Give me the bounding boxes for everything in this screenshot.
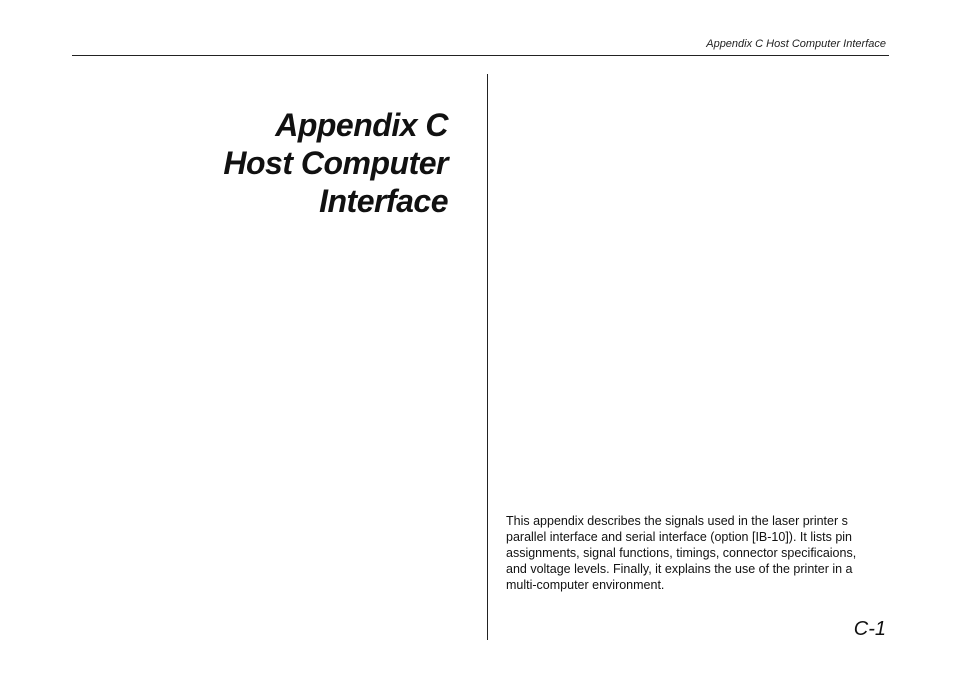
running-header: Appendix C Host Computer Interface <box>706 38 886 50</box>
header-rule <box>72 55 889 56</box>
chapter-title-line-3: Interface <box>319 183 448 219</box>
chapter-title <box>128 106 467 220</box>
page-number: C-1 <box>853 618 886 640</box>
chapter-title-line-2: Host Computer <box>223 145 448 181</box>
column-divider <box>487 74 488 640</box>
intro-paragraph: This appendix describes the signals used in the laser printer s parallel interface and serial interface (option [IB-10]). It lists pin assignments, signal functions, timings, connector specificaions, and voltage levels. Finally, it explains the use of the printer in a multi-computer environment. <box>506 514 857 592</box>
chapter-title-line-1: Appendix C <box>275 107 448 143</box>
